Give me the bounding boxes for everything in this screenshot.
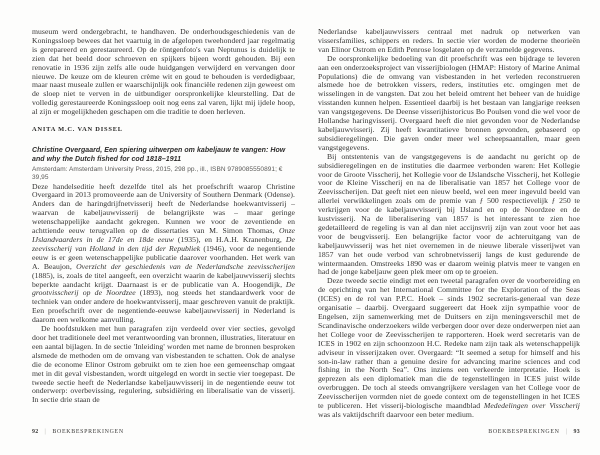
text-run: (1885), is, zoals de titel aangeeft, een overzicht waarin de kabeljauwvisserij slechts beperkte aandacht krijgt. Daarnaast is er de publicatie van A. Hoogendijk, (32, 270, 295, 289)
reviewed-book-imprint: Amsterdam: Amsterdam University Press, 2015, 298 pp., ill., ISBN 9789085550891; € 39,95 (32, 165, 283, 182)
review-paragraph (32, 183, 295, 326)
left-page-footer (32, 429, 124, 436)
italic-text-run: Mededelingen over Visscherij (483, 401, 580, 411)
text-run: (1946), voor de negentiende eeuw is er geen wetenschappelijke publicatie daarover voorhanden. Het werk van A. Beaujon, (32, 243, 295, 271)
italic-text-run: Overzicht der geschiedenis van de Nederlandsche zeevisscherijen (76, 261, 295, 271)
text-run: was als vaktijdschrift daarvoor een beter medium. (318, 409, 474, 419)
review-paragraph (318, 55, 580, 153)
right-page-column (318, 28, 580, 420)
text-run: museum werd ondergebracht, te handhaven. De onderhoudsgeschiedenis van de Koningssloep bewees dat het vaartuig in de afgelopen tweehonderd jaar regelmatig is gerepareerd en gerestaureerd. Op de röntgenfoto's van Neptunus is duidelijk te zien dat het beeld door schroeven en spijkers bijeen wordt gehouden. Bij een renovatie in 1936 zijn zelfs alle oude huidgangen verwijderd en vervangen door nieuwe. De keuze om de kleuren crème wit en goud te behouden is verdedigbaar, maar naast museale zullen er waarschijnlijk ook financiële redenen zijn geweest om de sloep niet te verven in de uitbundiger oorspronkelijke kleurstelling. Dat de volledig gerestaureerde Koningssloep ooit nog eens zal varen, lijkt mij ijdele hoop, al zijn er mogelijkheden geschapen om die traditie te doen herleven. (32, 27, 295, 117)
italic-text-run: Onze IJslandvaarders in de 17de en 18de eeuw (32, 226, 295, 244)
text-run: (1893), nog steeds het standaardwerk voor de techniek van onder andere de hoekwantvisserij, maar geschreven vanuit de praktijk. Een proefschrift over de negentiende-eeuwse kabeljauwvisserij in Nederland is daarom een welkome aanvulling. (32, 288, 296, 325)
review-citation-block (32, 146, 295, 183)
footer-separator: | (44, 429, 47, 435)
section-label: BOEKBESPREKINGEN (52, 429, 124, 435)
review-paragraph (318, 277, 580, 420)
italic-text-run: De grootvisscherij op de Noordzee (32, 279, 295, 298)
text-run: De oorspronkelijke bedoeling van dit proefschrift was een bijdrage te leveren aan een onderzoeksproject van visserijbiologen (HMAP: History of Marine Animal Populations) die de omvang van visbestanden in het verleden reconstrueren alsmede hoe de betrokken vissers, reders, instituties etc. omgingen met de wisselingen in de vangsten. Dat zou het beleid omtrent het beheer van de huidige visstanden kunnen helpen. Essentieel daarbij is het bestaan van langjarige reeksen van vangstgegevens. De Deense visserijhistoricus Bo Poulsen vond die wel voor de Hollandse haringvisserij. Overgaard heeft die niet gevonden voor de Nederlandse kabeljauwvisserij. Zij heeft kwantitatieve bronnen gevonden, gebaseerd op subsidieregelingen. Die gaven onder meer wel scheepsaantallen, maar geen vangstgegevens. (318, 53, 580, 152)
review-paragraph (32, 325, 295, 405)
review-paragraph (318, 28, 580, 55)
text-run: Nederlandse kabeljauwvissers centraal met nadruk op netwerken van vissersfamilies, schippers en reders. In sectie vier worden de moderne theorieën van Elinor Ostrom en Edith Penrose losgelaten op de verzamelde gegevens. (318, 27, 580, 54)
text-run: Deze tweede sectie eindigt met een tweetal paragrafen over de voorbereiding en de oprichting van het International Committee for the Exploration of the Seas (ICES) en de rol van P.P.C. Hoek – sinds 1902 secretaris-generaal van deze organisatie – daarbij. Overgaard suggereert dat Hoek zijn sympathie voor de Engelsen, zijn samenwerking met de Duitsers en zijn meningsverschil met de Scandinavische onderzoekers wilde verbergen door over deze onderwerpen niet aan het College voor de Zeevisscherijen te rapporteren. Hoek werd secretaris van de ICES in 1902 en zijn schoonzoon H.C. Redeke nam zijn taak als wetenschappelijk adviseur in visserijzaken over. Overgaard: “It seemed a setup for himself and his son-in-law rather than a genuine desire for advancing marine sciences and cod fishing in the North Sea”. Ons inziens een verkeerde interpretatie. Hoek is geprezen als een diplomatiek man die de tegenstellingen in ICES juist wilde overbruggen. De toch al steeds omvangrijkere verslagen van het College voor de Zeevisscherijen vormden niet de goede context om de tegenstellingen in het ICES te publiceren. Het visserij-biologische maandblad (318, 276, 580, 411)
left-page-column (32, 28, 295, 405)
text-run: De hoofdstukken met hun paragrafen zijn verdeeld over vier secties, gevolgd door het traditionele deel met verantwoording van bronnen, illustraties, literatuur en een aantal bijlagen. In de sectie 'Inleiding' worden met name de bronnen besproken alsmede de methoden om de omvang van visbestanden te schatten. Ook de analyse die de econome Elinor Ostrom gebruikt om te zien hoe een gemeenschap omgaat met in dit geval visbestanden, wordt uitgelegd en wordt in sectie vier toegepast. De tweede sectie heeft de Nederlandse kabeljauwvisserij in de negentiende eeuw tot onderwerp: overbevissing, regulering, subsidiëring en liberalisatie van de visserij. In sectie drie staan de (32, 324, 295, 405)
right-page-number: 93 (573, 429, 580, 435)
italic-text-run: De zeevisscherij van Holland in den tijd der Republiek (32, 235, 295, 253)
footer-separator: | (565, 429, 568, 435)
right-page-footer (488, 429, 580, 436)
continued-review-paragraph (32, 28, 295, 117)
review-paragraph (318, 153, 580, 278)
reviewed-book-title: Christine Overgaard, Een spiering uitwerpen om kabeljauw te vangen: How and why the Dutch fished for cod 1818–1911 (32, 147, 286, 164)
text-run: Deze handelseditie heeft dezelfde titel als het proefschrift waarop Christine Overgaard in 2013 promoveerde aan de University of Southern Denmark (Odense). Anders dan de haringdrijfnetvisserij heeft de Nederlandse hoekwantvisserij – waarvan de kabeljauwvisserij de belangrijkste was – maar geringe wetenschappelijke aandacht gekregen. Kunnen we voor de zeventiende en achttiende eeuw terugvallen op de dissertaties van M. Simon Thomas, (32, 181, 295, 236)
left-page-number: 92 (32, 429, 39, 435)
section-label: BOEKBESPREKINGEN (488, 429, 560, 435)
text-run: Bij ontstentenis van de vangstgegevens is de aandacht nu gericht op de subsidieregelingen en de instituties die daarmee verbonden waren: Het Kollegie voor de Groote Visscherij, het Kollegie voor de IJslandsche Visscherij, het Kollegie voor de Kleine Visscherij en na de liberalisatie van 1857 het College voor de Zeevisscherijen. Dat geeft niet een nieuw beeld, wel een meer ingevuld beeld van allerlei verwikkelingen zoals om de premie van ƒ 500 respectievelijk ƒ 250 te verkrijgen voor de kabeljauwvisserij bij IJsland en op de Noordzee en de kustvisserij. Na de liberalisering van 1857 is het interessant te zien hoe gedetailleerd de regeling is van al dan niet accijnsvrij zijn van zout voor het aas voor de beugvisserij. Een belangrijke factor voor de achteruitgang van de kabeljauwvisserij was het niet overnemen in de nieuwe liberale visserijwet van 1857 van het oude verbod van schrobnetvisserij langs de kust gedurende de wintermaanden. Omstreeks 1890 was er daarom weinig platvis meer te vangen en had de jonge kabeljauw geen plek meer om op te groeien. (318, 151, 580, 277)
text-run: (1935), en H.A.H. Kranenburg, (173, 235, 286, 244)
author-byline: ANITA M.C. VAN DISSEL (32, 126, 123, 134)
